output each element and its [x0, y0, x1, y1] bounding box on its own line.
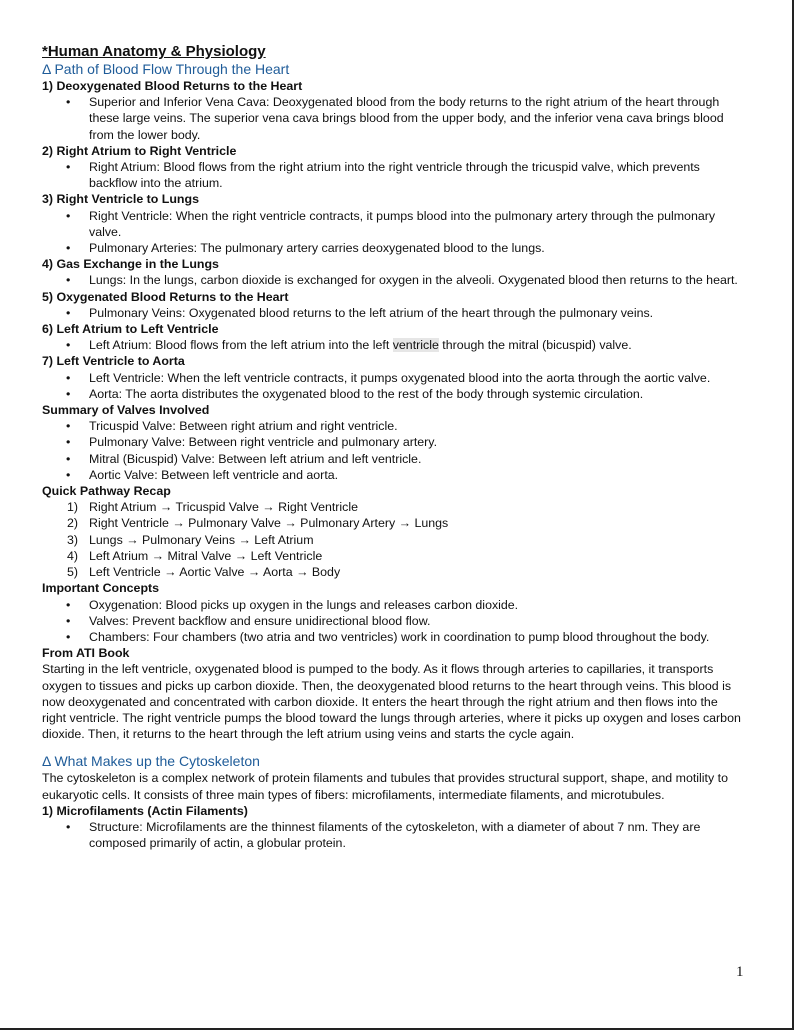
list-item-text: Right Atrium → Tricuspid Valve → Right Ventricle: [89, 500, 359, 515]
concepts-heading: Important Concepts: [42, 581, 160, 596]
step-heading-2: 2) Right Atrium to Right Ventricle: [42, 143, 237, 158]
list-item: [67, 564, 742, 580]
list-item: [67, 515, 742, 531]
highlighted-word: ventricle: [392, 338, 439, 353]
step-2-list: [42, 159, 742, 191]
step-heading-6: 6) Left Atrium to Left Ventricle: [42, 322, 219, 337]
list-item: [67, 548, 742, 564]
cytoskeleton-intro: The cytoskeleton is a complex network of protein filaments and tubules that provides structural support, shape, and motility to eukaryotic cells. It consists of three main types of fibers: microfilaments, intermediate filaments, and microtubules.: [42, 771, 728, 802]
valves-list: [42, 418, 742, 483]
list-number: 3): [67, 532, 79, 547]
list-item: • Oxygenation: Blood picks up oxygen in the lungs and releases carbon dioxide.: [89, 597, 742, 613]
list-item: • Right Ventricle: When the right ventricle contracts, it pumps blood into the pulmonary artery through the pulmonary valve.: [89, 208, 742, 240]
list-item-text: through the mitral (bicuspid) valve.: [438, 338, 632, 353]
step-5-list: [42, 305, 742, 321]
recap-list: [42, 499, 742, 580]
step-3-list: [42, 208, 742, 257]
list-item: • Superior and Inferior Vena Cava: Deoxygenated blood from the body returns to the right atrium of the heart through these large veins. The superior vena cava brings blood from the upper body, and the inferior vena cava brings blood from the lower body.: [89, 94, 742, 143]
list-item: • Pulmonary Veins: Oxygenated blood returns to the left atrium of the heart through the pulmonary veins.: [89, 305, 742, 321]
page-number: 1: [736, 964, 744, 980]
step-heading-3: 3) Right Ventricle to Lungs: [42, 192, 199, 207]
step-1-list: [42, 94, 742, 143]
list-item-text: Lungs → Pulmonary Veins → Left Atrium: [89, 532, 314, 547]
microfilaments-heading: 1) Microfilaments (Actin Filaments): [42, 803, 248, 818]
list-item: • Left Ventricle: When the left ventricle contracts, it pumps oxygenated blood into the aorta through the aortic valve.: [89, 370, 742, 386]
list-item: • Mitral (Bicuspid) Valve: Between left atrium and left ventricle.: [89, 451, 742, 467]
list-item: • Pulmonary Valve: Between right ventricle and pulmonary artery.: [89, 434, 742, 450]
list-number: 2): [67, 516, 79, 531]
list-item: • Chambers: Four chambers (two atria and two ventricles) work in coordination to pump blood throughout the body.: [89, 629, 742, 645]
list-item: • Tricuspid Valve: Between right atrium and right ventricle.: [89, 418, 742, 434]
step-heading-4: 4) Gas Exchange in the Lungs: [42, 257, 219, 272]
step-4-list: [42, 272, 742, 288]
list-item: • Right Atrium: Blood flows from the right atrium into the right ventricle through the tricuspid valve, which prevents backflow into the atrium.: [89, 159, 742, 191]
ati-paragraph: Starting in the left ventricle, oxygenated blood is pumped to the body. As it flows through arteries to capillaries, it transports oxygen to tissues and picks up carbon dioxide. Then, the deoxygenated blood returns to the heart through veins. This blood is now deoxygenated and concentrated with carbon dioxide. It enters the heart through the right atrium and then flows into the right ventricle. The right ventricle pumps the blood toward the lungs through arteries, where it picks up oxygen and loses carbon dioxide. Then, it returns to the heart through the left atrium using veins and starts the cycle again.: [42, 662, 741, 742]
step-heading-5: 5) Oxygenated Blood Returns to the Heart: [42, 289, 289, 304]
list-item-text: Right Ventricle → Pulmonary Valve → Pulmonary Artery → Lungs: [89, 516, 449, 531]
microfilaments-list: [42, 819, 742, 851]
list-item: [67, 532, 742, 548]
document-title: *Human Anatomy & Physiology: [42, 43, 266, 60]
list-item-text: Left Atrium: Blood flows from the left atrium into the left: [89, 338, 393, 353]
list-item: [89, 337, 742, 353]
section-title-cytoskeleton: Δ What Makes up the Cytoskeleton: [42, 753, 260, 770]
list-item: • Lungs: In the lungs, carbon dioxide is exchanged for oxygen in the alveoli. Oxygenated blood then returns to the heart.: [89, 272, 742, 288]
step-heading-1: 1) Deoxygenated Blood Returns to the Heart: [42, 79, 303, 93]
step-7-list: [42, 370, 742, 402]
list-item: • Structure: Microfilaments are the thinnest filaments of the cytoskeleton, with a diameter of about 7 nm. They are composed primarily of actin, a globular protein.: [89, 819, 742, 851]
step-heading-7: 7) Left Ventricle to Aorta: [42, 354, 185, 369]
list-item: [67, 499, 742, 515]
document-page: [42, 43, 742, 851]
list-item: • Valves: Prevent backflow and ensure unidirectional blood flow.: [89, 613, 742, 629]
valves-heading: Summary of Valves Involved: [42, 403, 210, 418]
list-item: • Aorta: The aorta distributes the oxygenated blood to the rest of the body through systemic circulation.: [89, 386, 742, 402]
list-item: • Aortic Valve: Between left ventricle and aorta.: [89, 467, 742, 483]
list-number: 4): [67, 548, 79, 563]
ati-heading: From ATI Book: [42, 646, 130, 661]
list-item: • Pulmonary Arteries: The pulmonary artery carries deoxygenated blood to the lungs.: [89, 240, 742, 256]
step-6-list: [42, 337, 742, 353]
concepts-list: [42, 597, 742, 646]
list-number: 5): [67, 565, 79, 580]
list-item-text: Left Atrium → Mitral Valve → Left Ventricle: [89, 548, 323, 563]
list-number: 1): [67, 500, 79, 515]
list-item-text: Left Ventricle → Aortic Valve → Aorta → Body: [89, 565, 341, 580]
recap-heading: Quick Pathway Recap: [42, 484, 171, 499]
section-title-blood-flow: Δ Path of Blood Flow Through the Heart: [42, 61, 290, 77]
